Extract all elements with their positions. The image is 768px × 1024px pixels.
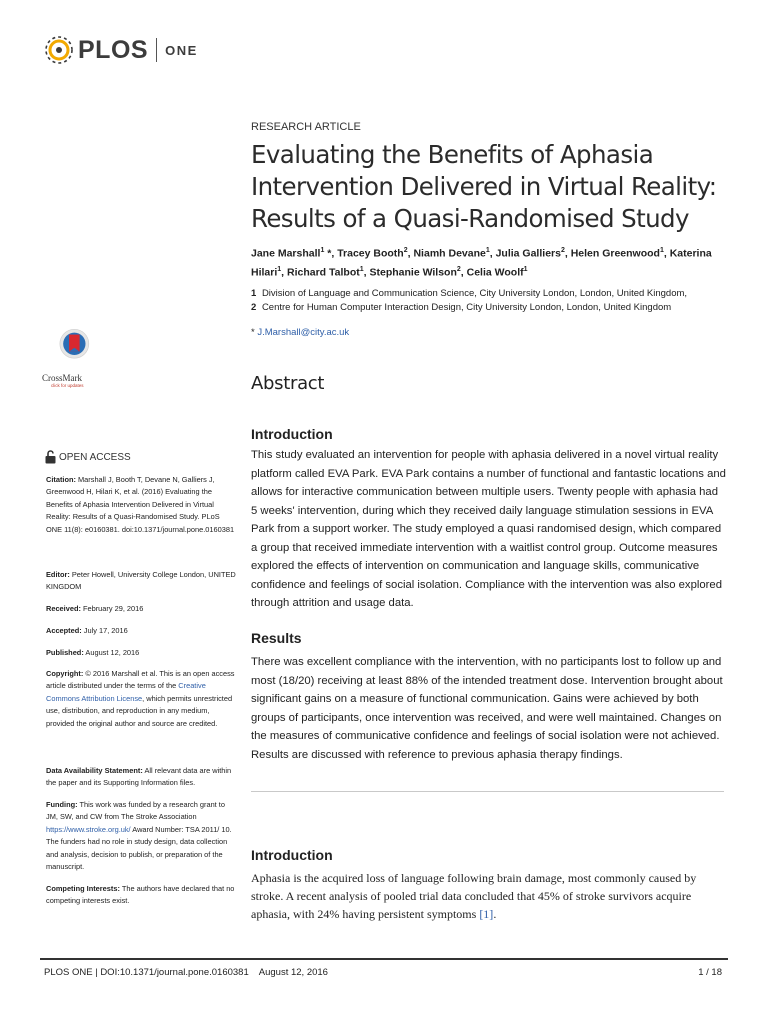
plos-logo-icon: [44, 35, 74, 65]
email-mark: *: [251, 327, 258, 338]
introduction-heading: Introduction: [251, 847, 333, 863]
published-date: [46, 647, 236, 659]
funding-text: This work was funded by a research grant to JM, SW, and CW from The Stroke Association: [46, 800, 225, 822]
copyright-text-end: , which permits unrestricted use, distribution, and reproduction in any medium, provided the original author and source are credited.: [46, 693, 233, 728]
logo-journal-text: ONE: [165, 42, 198, 58]
author-affil-sup: 1: [320, 247, 325, 254]
introduction-body: Aphasia is the acquired loss of language following brain damage, most commonly caused by stroke. A recent analysis of pooled trial data concluded that 45% of stroke survivors acquire aphasia, with 24% having persistent symptoms: [251, 871, 697, 921]
funding-link[interactable]: https://www.stroke.org.uk/: [46, 824, 131, 834]
competing-interests-label: Competing Interests:: [46, 884, 120, 893]
editor-info: [46, 569, 236, 594]
license-link[interactable]: Creative Commons Attribution License: [46, 681, 206, 703]
abstract-heading: Abstract: [251, 373, 325, 394]
author-affil-sup: 1: [277, 265, 282, 273]
affiliation-number: 2: [251, 302, 257, 313]
competing-interests: [46, 883, 236, 908]
funding-info: [46, 799, 236, 873]
abstract-results-heading: Results: [251, 630, 302, 646]
logo-plos-text: PLOS: [78, 35, 149, 64]
citation-info: [46, 474, 236, 536]
abstract-results-text: There was excellent compliance with the intervention, with no participants lost to follow up and most (18/20) receiving at least 88% of the intended treatment dose. Intervention brought about significant gains on a measure of functional communication. Gains were achieved by both groups of participants, once intervention was received, and were well maintained. Changes on the measures of communicative confidence and feelings of social isolation were not achieved. Results are discussed with reference to previous aphasia therapy findings.: [251, 656, 723, 761]
editor-label: Editor:: [46, 570, 70, 579]
author-affil-sup: 1: [485, 247, 490, 254]
open-access-label: OPEN ACCESS: [59, 451, 131, 463]
affiliation-text: Division of Language and Communication Science, City University London, London, United Kingdom,: [261, 288, 688, 299]
crossmark-icon[interactable]: [44, 328, 106, 374]
affiliation-1: [251, 287, 731, 301]
citation-label: Citation:: [46, 475, 76, 484]
copyright-label: Copyright:: [46, 669, 84, 678]
plos-logo[interactable]: [44, 34, 198, 66]
author-corresponding-mark: *,: [324, 247, 338, 260]
author-affil-sup: 1: [523, 265, 528, 273]
author-name[interactable]: , Niamh Devane: [407, 247, 486, 260]
published-text: August 12, 2016: [83, 648, 140, 657]
author-affil-sup: 2: [456, 265, 461, 273]
author-affil-sup: 1: [659, 247, 664, 254]
author-name[interactable]: Jane Marshall: [251, 247, 321, 260]
email-link[interactable]: J.Marshall@city.ac.uk: [257, 327, 350, 338]
crossmark-sublabel[interactable]: click for updates: [51, 383, 84, 388]
citation-link[interactable]: [1]: [479, 907, 494, 921]
article-type: RESEARCH ARTICLE: [251, 121, 361, 133]
citation-text: Marshall J, Booth T, Devane N, Galliers J, Greenwood H, Hilari K, et al. (2016) Evaluating the Benefits of Aphasia Intervention Delivered in Virtual Reality: Results of a Quasi-Randomised Study. PLoS ONE 11(8): e0160381. doi:10.1371/journal.pone.0160381: [46, 475, 235, 534]
abstract-introduction-heading: Introduction: [251, 426, 333, 442]
author-affil-sup: 2: [403, 247, 408, 254]
accepted-label: Accepted:: [46, 626, 82, 635]
affiliation-text: Centre for Human Computer Interaction Design, City University London, London, United Kingdom: [261, 302, 672, 313]
affiliation-2: [251, 301, 731, 315]
affiliation-number: 1: [251, 288, 257, 299]
author-affil-sup: 1: [359, 265, 364, 273]
author-name[interactable]: , Katerina Hilari: [251, 247, 712, 278]
editor-text: Peter Howell, University College London, UNITED KINGDOM: [46, 570, 236, 592]
crossmark-label[interactable]: CrossMark: [42, 373, 82, 383]
abstract-introduction-text: This study evaluated an intervention for people with aphasia delivered in a novel virtual reality platform called EVA Park. EVA Park contains a number of functional and fantastic locations and allows for interactive communication between multiple users. Twenty people with aphasia had 5 weeks' intervention, during which they received daily language stimulation sessions in EVA Park from a support worker. The study employed a quasi randomised design, which compared a group that received immediate intervention with a waitlist control group. Outcome measures explored the effects of intervention on communication and language skills, communicative confidence and feelings of social isolation. Compliance with the intervention was also explored through attrition and usage data.: [251, 449, 726, 609]
corresponding-email: [251, 327, 349, 338]
author-name[interactable]: , Helen Greenwood: [564, 247, 660, 260]
received-label: Received:: [46, 604, 81, 613]
competing-interests-text: The authors have declared that no competing interests exist.: [46, 884, 235, 906]
footer-rule: [40, 958, 728, 960]
affiliations: [251, 287, 731, 315]
footer-doi: PLOS ONE | DOI:10.1371/journal.pone.0160381 August 12, 2016: [44, 967, 328, 978]
open-lock-icon: [45, 450, 56, 464]
author-name[interactable]: , Stephanie Wilson: [363, 266, 457, 278]
received-date: [46, 603, 236, 615]
introduction-text: [251, 869, 727, 923]
copyright-info: [46, 668, 236, 730]
author-list: [251, 243, 731, 280]
data-availability-text: All relevant data are within the paper and its Supporting Information files.: [46, 766, 232, 788]
introduction-end: .: [493, 907, 497, 921]
copyright-text: © 2016 Marshall et al. This is an open access article distributed under the terms of the: [46, 669, 235, 691]
author-name[interactable]: , Celia Woolf: [460, 266, 524, 278]
funding-text-end: Award Number: TSA 2011/ 10. The funders had no role in study design, data collection and analysis, decision to publish, or preparation of the manuscript.: [46, 824, 232, 872]
article-title: Evaluating the Benefits of Aphasia Intervention Delivered in Virtual Reality: Results of a Quasi-Randomised Study: [251, 140, 717, 233]
received-text: February 29, 2016: [80, 604, 144, 613]
published-label: Published:: [46, 648, 84, 657]
logo-divider: [156, 38, 157, 62]
footer-page-number: 1 / 18: [698, 967, 722, 978]
accepted-date: [46, 625, 236, 637]
section-divider: [251, 791, 724, 792]
accepted-text: July 17, 2016: [81, 626, 128, 635]
data-availability: [46, 765, 236, 790]
author-affil-sup: 2: [560, 247, 565, 254]
funding-label: Funding:: [46, 800, 78, 809]
open-access-badge: [45, 450, 131, 464]
author-name[interactable]: , Richard Talbot: [281, 266, 360, 278]
data-availability-label: Data Availability Statement:: [46, 766, 143, 775]
author-name[interactable]: Tracey Booth: [337, 247, 404, 260]
author-name[interactable]: , Julia Galliers: [489, 247, 561, 260]
